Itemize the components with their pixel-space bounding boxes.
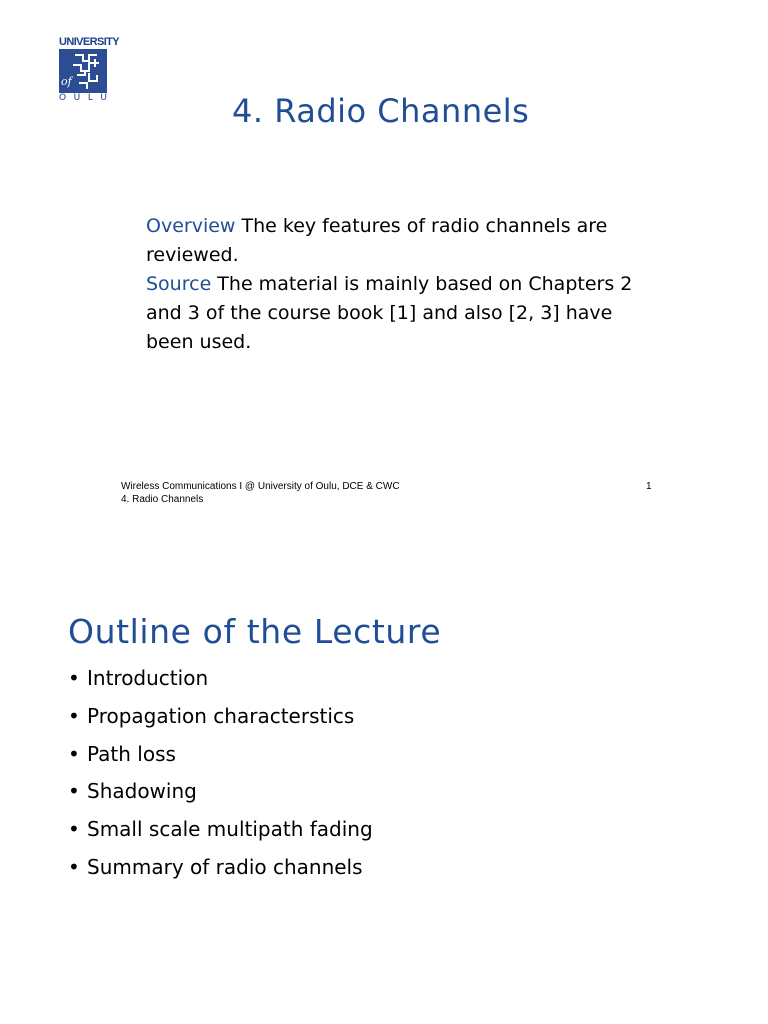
overview-paragraph xyxy=(146,212,656,270)
outline-item-label: Shadowing xyxy=(87,779,197,804)
outline-item-label: Small scale multipath fading xyxy=(87,817,373,842)
logo-letter: U xyxy=(73,93,81,103)
outline-item-label: Introduction xyxy=(87,666,209,690)
footer-chapter-line: 4. Radio Channels xyxy=(121,494,204,505)
university-logo xyxy=(59,36,120,103)
bullet-icon: • xyxy=(68,703,80,728)
outline-list xyxy=(68,662,373,889)
logo-letter: O xyxy=(59,93,67,103)
page-number: 1 xyxy=(646,481,652,492)
outline-item xyxy=(68,813,373,851)
source-paragraph xyxy=(146,270,656,357)
outline-item-label: Summary of radio channels xyxy=(87,854,363,879)
slide-body xyxy=(146,212,656,357)
source-label: Source xyxy=(146,273,212,295)
footer-course-line: Wireless Communications I @ University of Oulu, DCE & CWC xyxy=(121,481,400,492)
bullet-icon: • xyxy=(68,741,80,766)
source-text: The material is mainly based on Chapters 2 and 3 of the course book [1] and also [2, 3] have been used. xyxy=(146,273,633,353)
outline-item xyxy=(68,851,373,889)
outline-title: Outline of the Lecture xyxy=(68,612,442,651)
bullet-icon: • xyxy=(68,666,80,690)
logo-letter: U xyxy=(100,93,107,103)
logo-emblem xyxy=(59,49,107,93)
outline-item xyxy=(68,775,373,813)
outline-item xyxy=(68,700,373,738)
logo-university-text: UNIVERSITY xyxy=(59,36,120,48)
logo-oulu-text xyxy=(59,93,107,103)
slide-footer xyxy=(121,480,400,506)
bullet-icon: • xyxy=(68,817,80,842)
bullet-icon: • xyxy=(68,854,80,879)
outline-item-label: Propagation characterstics xyxy=(87,703,355,728)
outline-item xyxy=(68,662,373,700)
outline-item xyxy=(68,738,373,776)
outline-item-label: Path loss xyxy=(87,741,176,766)
overview-label: Overview xyxy=(146,215,236,237)
logo-letter: L xyxy=(87,93,93,103)
slide-title: 4. Radio Channels xyxy=(232,92,530,130)
overview-text: The key features of radio channels are reviewed. xyxy=(146,215,608,266)
logo-of-text: of xyxy=(61,75,72,88)
bullet-icon: • xyxy=(68,779,80,804)
